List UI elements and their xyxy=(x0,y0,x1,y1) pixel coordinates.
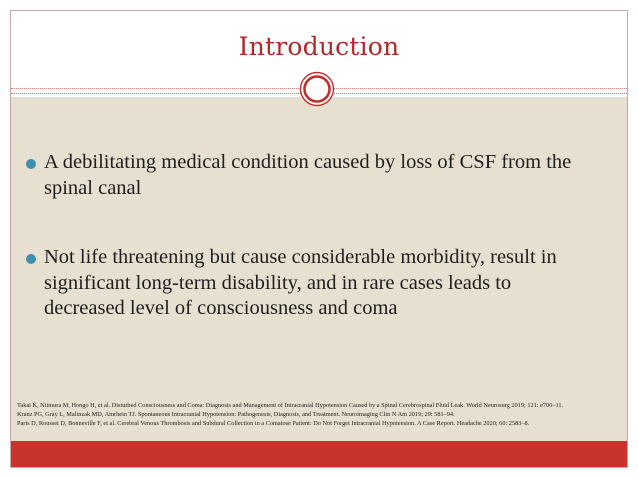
bullet-icon xyxy=(26,254,36,264)
bullet-item xyxy=(26,245,596,322)
bullet-item xyxy=(26,150,596,201)
reference-item: Paris D, Rousset D, Bonneville F, et al. Cerebral Venous Thrombosis and Subdural Collection in a Comatose Patient: Do Not Forget Intracranial Hypotension. A Case Report. Headache 2020; 60: 2583–8. xyxy=(17,420,530,427)
footer-bar xyxy=(11,441,627,467)
double-circle-ornament-icon xyxy=(299,71,335,107)
references xyxy=(17,401,619,428)
reference-item: Takai K, Niimura M, Hongo H, et al. Disturbed Consciousness and Coma: Diagnosis and Management of Intracranial Hypotension Caused by a Spinal Cerebrospinal Fluid Leak. World Neurosurg 2019; 121: e700–11. xyxy=(17,402,564,409)
slide-title: Introduction xyxy=(238,32,400,61)
bullet-text: A debilitating medical condition caused by loss of CSF from the spinal canal xyxy=(44,151,572,199)
bullet-text: Not life threatening but cause considerable morbidity, result in significant long-term disability, and in rare cases leads to decreased level of consciousness and coma xyxy=(44,246,557,319)
bullet-icon xyxy=(26,159,36,169)
reference-item: Kranz PG, Gray L, Malinzak MD, Amrhein TJ. Spontaneous Intracranial Hypotension: Pathogenesis, Diagnosis, and Treatment. Neuroimaging Clin N Am 2019; 29: 581–94. xyxy=(17,411,455,418)
